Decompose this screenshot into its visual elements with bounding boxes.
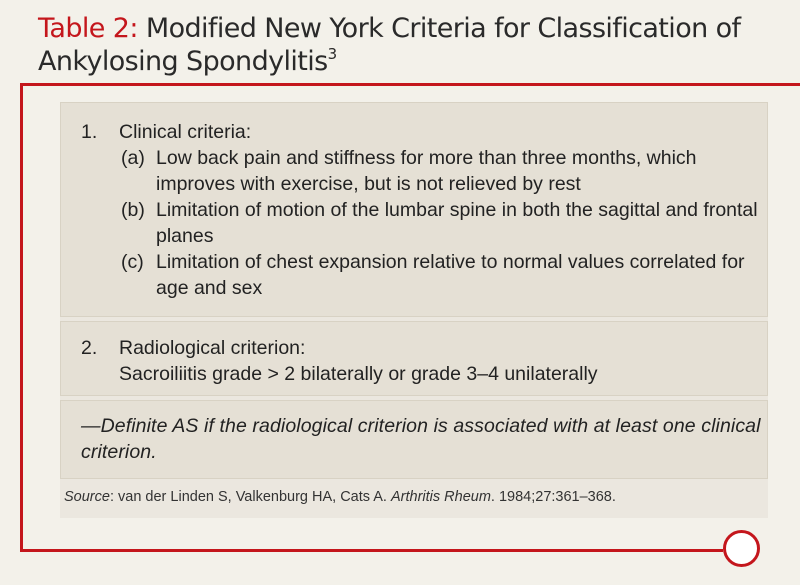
item-letter: (c) <box>121 251 144 273</box>
source-citation <box>60 487 768 507</box>
item-text: Low back pain and stiffness for more than three months, which improves with exercise, but is not relieved by rest <box>156 147 697 195</box>
definite-as-note <box>60 400 768 479</box>
item-letter: (b) <box>121 199 145 221</box>
note-text: —Definite AS if the radiological criterion is associated with at least one clinical criterion. <box>81 415 761 463</box>
clinical-criteria-section <box>60 102 768 317</box>
top-border-rule <box>20 83 800 86</box>
source-authors: : van der Linden S, Valkenburg HA, Cats A. <box>109 489 391 505</box>
criterion-heading: Radiological criterion: <box>119 337 306 359</box>
clinical-criterion-item <box>61 197 767 249</box>
source-journal: Arthritis Rheum <box>390 489 491 505</box>
criterion-heading-row <box>61 119 767 145</box>
corner-circle-ornament <box>723 530 760 567</box>
criterion-heading: Clinical criteria: <box>119 121 252 143</box>
reference-superscript: 3 <box>327 45 337 63</box>
bottom-border-rule <box>20 549 723 552</box>
criteria-table <box>60 102 768 518</box>
item-text: Limitation of chest expansion relative to normal values correlated for age and sex <box>156 251 745 299</box>
table-label: Table 2: <box>38 13 138 44</box>
table-title <box>38 12 778 82</box>
table-title-text: Modified New York Criteria for Classification of Ankylosing Spondylitis <box>38 13 741 77</box>
item-letter: (a) <box>121 147 145 169</box>
criterion-heading-row <box>61 335 767 361</box>
criterion-number: 1. <box>81 121 98 143</box>
criterion-detail: Sacroiliitis grade > 2 bilaterally or grade 3–4 unilaterally <box>119 363 598 385</box>
source-details: . 1984;27:361–368. <box>490 489 616 505</box>
clinical-criterion-item <box>61 145 767 197</box>
clinical-criterion-item <box>61 249 767 301</box>
left-border-rule <box>20 83 23 552</box>
criterion-number: 2. <box>81 337 98 359</box>
radiological-criterion-section <box>60 321 768 396</box>
source-label: Source <box>64 489 110 505</box>
item-text: Limitation of motion of the lumbar spine in both the sagittal and frontal planes <box>156 199 758 247</box>
